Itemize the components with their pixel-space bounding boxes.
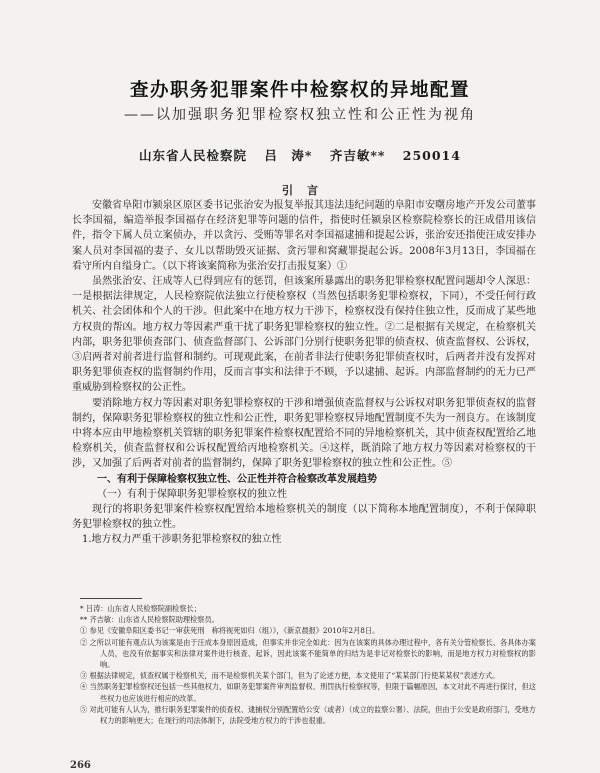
footnote: ④ 当然职务犯罪检察权还包括一些其他权力，如职务犯罪案件审判监督权、刑罚执行检察权等，但限于篇幅原因，本文对此不再进行探讨，但这些权力也应该进行相应的改革。 — [80, 682, 536, 703]
section-heading-intro: 引言 — [282, 184, 332, 197]
affiliation: 山东省人民检察院 — [139, 148, 248, 163]
footnote: ⑤ 对此可能有人认为，推行职务犯罪案件的侦查权、逮捕权分别配置给公安（或者）（成立的监察公署）、法院，但由于公安是政府部门，受地方权力的影响更大；在现行的司法体制下，法院受地方权力的干涉也很重。 — [80, 704, 536, 726]
page-title: 查办职务犯罪案件中检察权的异地配置 — [129, 80, 470, 101]
page-subtitle: ——以加强职务犯罪检察权独立性和公正性为视角 — [124, 107, 476, 123]
postcode: 250014 — [402, 148, 461, 163]
footnote: ① 参见《安徽阜阳区委书记一审获死刑 称将视死如归（组）》，《新京晨报》2010年2月8日。 — [80, 626, 380, 636]
footnote-divider — [80, 598, 142, 599]
page-number: 266 — [70, 760, 91, 771]
footnote: ② 之所以可能有观点认为该案是由于汪成本身原因造成，但事实并非完全如此：因为在该案的具体办理过程中，各有关分管检察长、各具体办案人员，也没有依据事实和法律对案件进行核查、起诉，因此该案不能简单的归结为是非记对检察长的影响，而是地方权力对检察权的影响。 — [80, 637, 536, 670]
heading-level-2: （一）有利于保障职务犯罪检察权的独立性 — [97, 488, 287, 500]
paragraph: 虽然张治安、汪成等人已得到应有的惩罚，但该案所暴露出的职务犯罪检察权配置问题却令人深思：一是根据法律规定，人民检察院依法独立行使检察权（当然包括职务犯罪检察权，下同），不受任何行政机关、社会团体和个人的干涉。但此案中在地方权力干涉下，检察权没有保持住独立性，反而成了某些地方权贵的帮凶。地方权力等因素严重干扰了职务犯罪检察权的独立性。②二是根据有关规定，在检察机关内部，职务犯罪侦查部门、侦查监督部门、公诉部门分别行使职务犯罪的侦查权、侦查监督权、公诉权，③启两者对前者进行监督和制约。可现观此案，在前者非法行使职务犯罪侦查权时，后两者并没有发挥对职务犯罪侦查权的监督制约作用，反而言事实和法律于不顾，予以逮捕、起诉。内部监督制约的无力已严重威胁到检察权的公正性。 — [72, 276, 536, 394]
body-text — [72, 198, 536, 548]
heading-level-1: 一、有利于保障检察权独立性、公正性并符合检察改革发展趋势 — [97, 473, 377, 485]
paragraph: 安徽省阜阳市颍泉区原区委书记张治安为报复举报其违法违纪问题的阜阳市安曙房地产开发公司董事长李国福，编造举报李国福存在经济犯罪等问题的信件，指使时任颍泉区检察院检察长的汪成借用该信件，指令下属人员立案侦办，并以贪污、受贿等罪名对李国福逮捕和提起公诉，张治安还指使汪成安排办案人员对李国福的妻子、女儿以帮助毁灭证据、贪污罪和窝藏罪提起公诉。2008年3月13日，李国福在看守所内自缢身亡。（以下将该案简称为张治安打击报复案）① — [72, 200, 536, 272]
paragraph: 现行的将职务犯罪案件检察权配置给本地检察机关的制度（以下简称本地配置制度），不利于保障职务犯罪检察权的独立性。 — [72, 504, 536, 531]
footnote: * 吕涛：山东省人民检察院副检察长； — [80, 604, 201, 613]
paragraph: 要消除地方权力等因素对职务犯罪检察权的干涉和增强侦查监督权与公诉权对职务犯罪侦查权的监督制约，保障职务犯罪检察权的独立性和公正性，职务犯罪检察权异地配置制度不失为一剂良方。在该制度中将本应由甲地检察机关管辖的职务犯罪案件检察权配置给不同的异地检察机关，其中侦查权配置给乙地检察机关，侦查监督权和公诉权配置给丙地检察机关。④这样，既消除了地方权力等因素对检察权的干涉，又加强了后两者对前者的监督制约，保障了职务犯罪检察权的独立性和公正性。⑤ — [72, 397, 536, 470]
author-1: 吕 涛* — [264, 148, 313, 163]
author-2: 齐吉敏** — [329, 148, 386, 163]
author-line — [0, 146, 600, 164]
footnote: ③ 根据法律规定，侦查权属于检察机关，而不是检察机关某个部门，但为了论述方便，本文使用了“某某部门行使某某权”表述方式。 — [80, 671, 500, 681]
footnote: ** 齐吉敏：山东省人民检察院助理检察员。 — [80, 615, 219, 625]
heading-level-3: 1.地方权力严重干涉职务犯罪检察权的独立性 — [82, 534, 282, 546]
footnotes — [80, 603, 536, 726]
